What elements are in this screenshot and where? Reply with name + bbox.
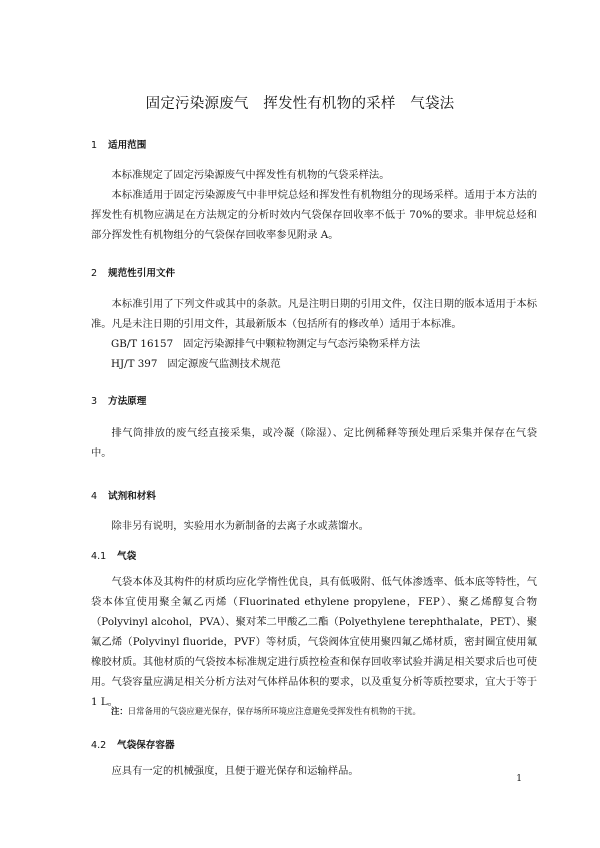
section-heading-3 [91, 393, 146, 407]
reference-item [111, 354, 281, 374]
paragraph: 气袋本体及其构件的材质均应化学惰性优良，具有低吸附、低气体渗透率、低本底等特性，气袋本体宜使用聚全氟乙丙烯（Fluorinated ethylene propylene，FEP）、聚乙烯醇复合物（Polyvinyl alcohol，PVA）、聚对苯二甲酸乙二酯（Polyethylene terephthalate，PET）、聚氟乙烯（Polyvinyl fluoride，PVF）等材质，气袋阀体宜使用聚四氟乙烯材质，密封圈宜使用氟橡胶材质。其他材质的气袋按本标准规定进行质控检查和保存回收率试验并满足相关要求后也可使用。 [91, 576, 537, 688]
document-title: 固定污染源废气 挥发性有机物的采样 气袋法 [145, 96, 455, 112]
section-heading-1 [91, 137, 146, 151]
section-number: 1 [91, 140, 98, 151]
section-heading-4-2 [91, 737, 175, 751]
reference-title: 固定污染源排气中颗粒物测定与气态污染物采样方法 [183, 338, 420, 350]
paragraph: 本标准引用了下列文件或其中的条款。凡是注明日期的引用文件，仅注日期的版本适用于本标准。凡是未注日期的引用文件，其最新版本（包括所有的修改单）适用于本标准。 [91, 298, 537, 330]
paragraph: 排气筒排放的废气经直接采集，或冷凝（除湿）、定比例稀释等预处理后采集并保存在气袋中。 [91, 427, 537, 459]
page-number: 1 [516, 774, 522, 784]
paragraph: 应具有一定的机械强度，且便于避光保存和运输样品。 [111, 765, 359, 777]
paragraph: 本标准适用于固定污染源废气中非甲烷总烃和挥发性有机物组分的现场采样。适用于本方法的挥发性有机物应满足在方法规定的分析时效内气袋保存回收率不低于 70%的要求。非甲烷总烃和部分挥发性有机物组分的气袋保存回收率参见附录 A。 [91, 189, 537, 241]
section-heading-4 [91, 488, 156, 502]
reference-item [111, 334, 420, 354]
section-title: 方法原理 [108, 396, 147, 407]
section-title: 试剂和材料 [108, 491, 156, 502]
section-number: 4 [91, 491, 98, 502]
section-number: 4.1 [91, 551, 107, 562]
section-title: 气袋 [117, 551, 137, 562]
section-number: 4.2 [91, 740, 107, 751]
reference-title: 固定源废气监测技术规范 [167, 358, 281, 370]
section-title: 气袋保存容器 [117, 740, 175, 751]
reference-code: GB/T 16157 [111, 338, 174, 350]
note-text: 日常备用的气袋应避光保存，保存场所环境应注意避免受挥发性有机物的干扰。 [127, 706, 421, 716]
section-title: 规范性引用文件 [108, 268, 176, 279]
note [111, 705, 421, 717]
paragraph: 除非另有说明，实验用水为新制备的去离子水或蒸馏水。 [111, 520, 369, 532]
paragraph: 气袋容量应满足相关分析方法对气体样品体积的要求，以及重复分析等质控要求，宜大于等于 1 L。 [91, 676, 537, 708]
section-number: 3 [91, 396, 98, 407]
section-heading-4-1 [91, 548, 136, 562]
section-heading-2 [91, 265, 175, 279]
reference-code: HJ/T 397 [111, 358, 158, 370]
section-title: 适用范围 [108, 140, 147, 151]
paragraph: 本标准规定了固定污染源废气中挥发性有机物的气袋采样法。 [111, 169, 390, 181]
section-number: 2 [91, 268, 98, 279]
note-label: 注： [111, 706, 128, 716]
